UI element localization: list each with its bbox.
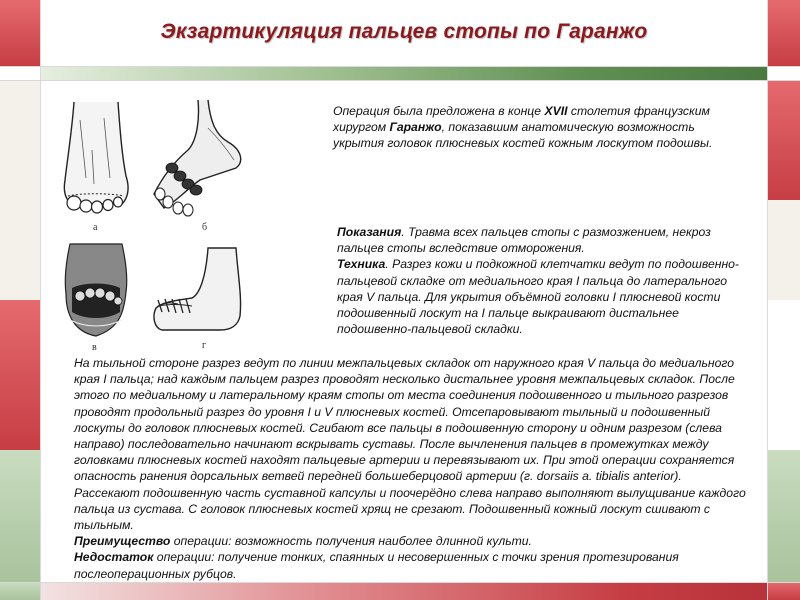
intro-text-3: , показавшим анатомическую возможность укрытия головок плюсневых костей кожным лоскутом подошвы. — [333, 120, 713, 151]
technique-text: . Разрез кожи и подкожной клетчатки ведут по подошвенно-пальцевой складке от медиального края I пальца до латерального края V пальца. Для укрытия объёмной головки I плюсневой кости подошвенный лоскут на I пальце выкраивают дистальнее подошвенно-пальцевой складки. — [337, 257, 739, 337]
side-block-right-red — [768, 80, 800, 200]
indications-text: . Травма всех пальцев стопы с размозжением, некроз пальцев стопы вследствие отморожения. — [337, 225, 711, 256]
corner-red-bottom-right — [768, 582, 800, 600]
main-body-block — [58, 355, 750, 582]
side-panel-left-1 — [0, 80, 40, 300]
bottom-band — [40, 582, 768, 600]
procedure-paragraph: На тыльной стороне разрез ведут по линии межпальцевых складок от наружного края V пальца до медиального края I пальца; над каждым пальцем разрез проводят несколько дистальнее уровня межпальцевых складок. После этого по медиальному и латеральному краям стопы от места соединения подошвенного и тыльного разрезов проводят продольный разрез до уровня I и V плюсневых костей. Отсепаровывают тыльный и подошвенный лоскуты до головок плюсневых костей. Сгибают все пальцы в подошвенную сторону и одним разрезом (слева направо) последовательно начинают вскрывать суставы. После вычленения пальцев в промежутках между головками плюсневых костей находят пальцевые артерии и перевязывают их. При этой операции сохраняется опасность ранения дорсальных ветвей передней большеберцовой артерии (г. dorsaiis a. tibialis anterior). Рассекают подошвенную часть суставной капсулы и поочерёдно слева направо выполняют вылущивание каждого пальца из сустава. С головок плюсневых костей хрящ не срезают. Подошвенный кожный лоскут сшивают с тыльным. — [74, 356, 746, 533]
corner-red-top-left — [0, 0, 40, 66]
frame-line-top — [0, 66, 800, 67]
technique-label: Техника — [337, 257, 386, 272]
figure-label-v: в — [92, 342, 97, 353]
figure-label-g: г — [202, 340, 207, 351]
frame-line-left — [40, 0, 41, 600]
slide-title-container — [40, 8, 768, 56]
side-block-left-red — [0, 300, 40, 450]
frame-line-right — [767, 0, 768, 600]
foot-exposed-heads-illustration — [148, 98, 248, 218]
frame-line-bottom — [0, 582, 800, 583]
intro-text-1: Операция была предложена в конце — [333, 104, 545, 118]
indications-technique-block — [321, 224, 741, 337]
intro-century: XVII — [544, 104, 568, 118]
intro-paragraph — [333, 103, 733, 152]
frame-line-mid — [0, 80, 800, 81]
disadvantage-text: операции: получение тонких, спаянных и несовершенных с точки зрения протезирования послеоперационных рубцов. — [74, 550, 679, 581]
intro-text-2: столетия французским хирургом — [333, 104, 710, 135]
foot-dorsal-illustration — [60, 100, 135, 218]
foot-plantar-flap-illustration — [60, 242, 132, 338]
figure-label-a: а — [93, 222, 98, 233]
side-block-left-green — [0, 450, 40, 582]
side-block-right-green — [768, 450, 800, 582]
intro-surgeon: Гаранжо — [389, 120, 442, 135]
advantage-label: Преимущество — [74, 534, 171, 549]
corner-red-top-right — [768, 0, 800, 66]
advantage-text: операции: возможность получения наиболее длинной культи. — [170, 534, 532, 549]
figure-label-b: б — [202, 222, 208, 233]
corner-green-bottom-left — [0, 582, 40, 600]
disadvantage-label: Недостаток — [74, 550, 154, 565]
title-underline-band — [40, 66, 768, 80]
foot-sutured-stump-illustration — [148, 246, 248, 336]
indications-label: Показания — [337, 225, 402, 239]
slide-title: Экзартикуляция пальцев стопы по Гаранжо — [160, 20, 648, 43]
